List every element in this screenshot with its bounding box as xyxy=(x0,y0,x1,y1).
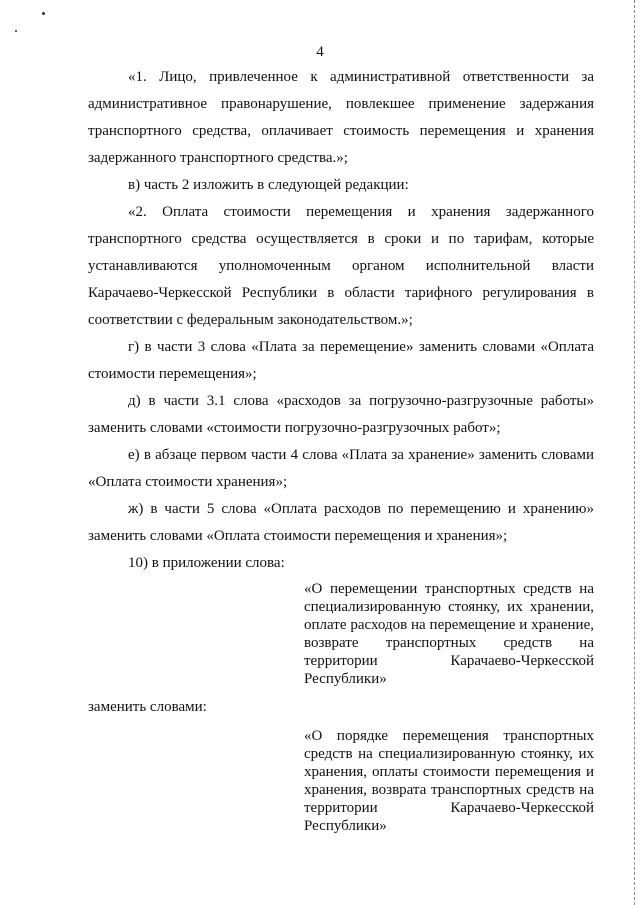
paragraph-part-2-intro: в) часть 2 изложить в следующей редакции: xyxy=(128,177,409,193)
paragraph-part-4: е) в абзаце первом части 4 слова «Плата за хранение» заменить словами «Оплата стоимости хранения»; xyxy=(88,447,594,490)
paragraph-part-3: г) в части 3 слова «Плата за перемещение» заменить словами «Оплата стоимости перемещения»; xyxy=(88,339,594,382)
old-title-quote: «О перемещении транспортных средств на специализированную стоянку, их хранении, оплате расходов на перемещение и хранение, возврате транспортных средств на территории Карачаево-Черкесской Республики» xyxy=(304,581,594,687)
paragraph-item-1: «1. Лицо, привлеченное к административной ответственности за административное правонарушение, повлекшее применение задержания транспортного средства, оплачивает стоимость перемещения и хранения задержанного транспортного средства.»; xyxy=(88,69,594,166)
scan-edge-line xyxy=(634,0,636,905)
scan-speck xyxy=(15,30,17,32)
scan-speck xyxy=(42,12,45,15)
page-number: 4 xyxy=(316,44,324,60)
paragraph-appendix: 10) в приложении слова: xyxy=(128,555,285,571)
replace-label: заменить словами: xyxy=(88,699,207,715)
paragraph-part-3-1: д) в части 3.1 слова «расходов за погрузочно-разгрузочные работы» заменить словами «стоимости погрузочно-разгрузочных работ»; xyxy=(88,393,594,436)
new-title-quote: «О порядке перемещения транспортных средств на специализированную стоянку, их хранения, оплаты стоимости перемещения и хранения, возврата транспортных средств на территории Карачаево-Черкесской Республики» xyxy=(304,728,594,834)
paragraph-item-2: «2. Оплата стоимости перемещения и хранения задержанного транспортного средства осуществляется в сроки и по тарифам, которые устанавливаются уполномоченным органом исполнительной власти Карачаево-Черкесской Республики в области тарифного регулирования в соответствии с федеральным законодательством.»; xyxy=(88,204,594,328)
paragraph-part-5: ж) в части 5 слова «Оплата расходов по перемещению и хранению» заменить словами «Оплата стоимости перемещения и хранения»; xyxy=(88,501,594,544)
document-body xyxy=(88,64,594,835)
